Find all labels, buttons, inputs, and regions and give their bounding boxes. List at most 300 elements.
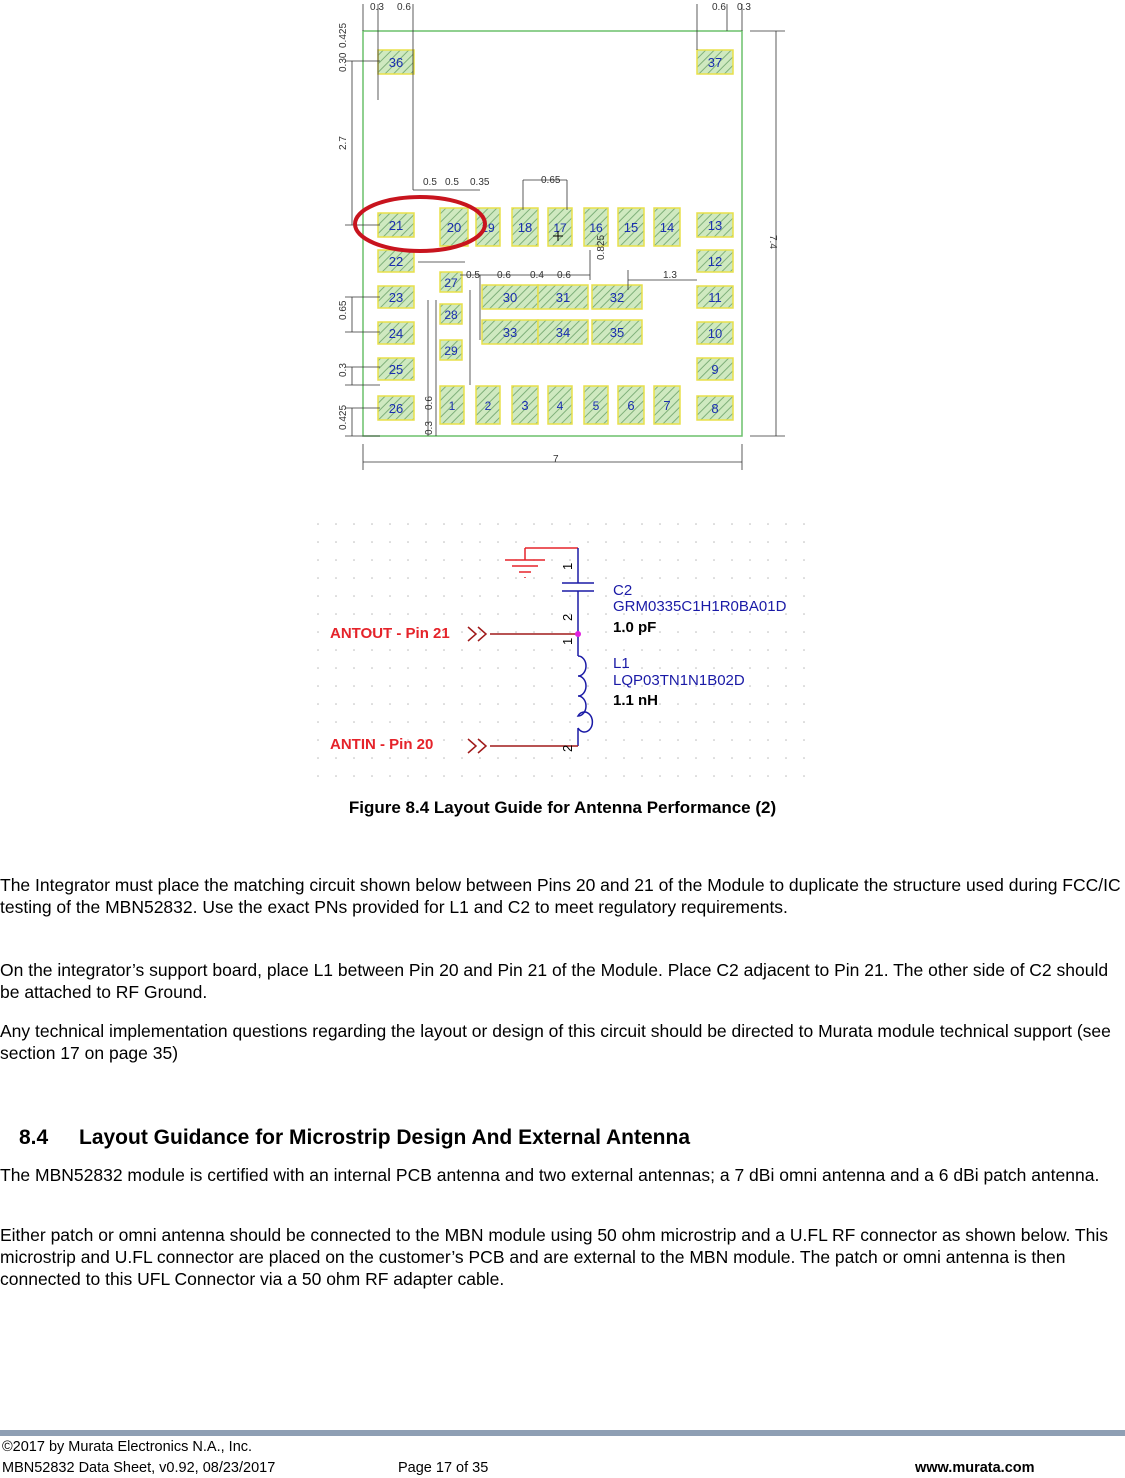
grid-dot: [479, 649, 481, 651]
grid-dot: [677, 595, 679, 597]
grid-dot: [497, 721, 499, 723]
grid-dot: [551, 685, 553, 687]
pad-label: 1: [448, 399, 456, 413]
grid-dot: [731, 703, 733, 705]
grid-dot: [461, 541, 463, 543]
pad-label: 31: [555, 290, 571, 305]
grid-dot: [317, 667, 319, 669]
grid-dot: [803, 541, 805, 543]
grid-dot: [389, 721, 391, 723]
grid-dot: [461, 631, 463, 633]
grid-dot: [713, 631, 715, 633]
grid-dot: [389, 649, 391, 651]
grid-dot: [569, 559, 571, 561]
grid-dot: [695, 559, 697, 561]
grid-dot: [317, 559, 319, 561]
grid-dot: [659, 721, 661, 723]
grid-dot: [803, 721, 805, 723]
grid-dot: [749, 685, 751, 687]
grid-dot: [497, 703, 499, 705]
grid-dot: [605, 667, 607, 669]
grid-dot: [407, 595, 409, 597]
grid-dot: [425, 559, 427, 561]
grid-dot: [713, 649, 715, 651]
grid-dot: [515, 595, 517, 597]
pad-label: 32: [609, 290, 625, 305]
grid-dot: [461, 559, 463, 561]
pad-label: 34: [555, 325, 571, 340]
grid-dot: [641, 739, 643, 741]
grid-dot: [551, 595, 553, 597]
grid-dot: [767, 775, 769, 777]
grid-dot: [551, 775, 553, 777]
grid-dot: [497, 685, 499, 687]
grid-dot: [767, 559, 769, 561]
grid-dot: [587, 595, 589, 597]
grid-dot: [407, 667, 409, 669]
grid-dot: [389, 667, 391, 669]
grid-dot: [389, 775, 391, 777]
grid-dot: [335, 703, 337, 705]
grid-dot: [407, 541, 409, 543]
grid-dot: [443, 775, 445, 777]
grid-dot: [767, 649, 769, 651]
grid-dot: [695, 775, 697, 777]
grid-dot: [623, 775, 625, 777]
pin-number: 1: [560, 637, 575, 645]
grid-dot: [587, 685, 589, 687]
grid-dot: [335, 541, 337, 543]
grid-dot: [641, 559, 643, 561]
grid-dot: [641, 667, 643, 669]
grid-dot: [767, 757, 769, 759]
grid-dot: [515, 703, 517, 705]
grid-dot: [677, 721, 679, 723]
grid-dot: [443, 595, 445, 597]
grid-dot: [803, 595, 805, 597]
pad-label: 23: [388, 290, 404, 305]
grid-dot: [551, 577, 553, 579]
pad-label: 14: [659, 220, 675, 235]
grid-dot: [497, 757, 499, 759]
grid-dot: [749, 577, 751, 579]
grid-dot: [515, 685, 517, 687]
grid-dot: [785, 577, 787, 579]
footer-divider: [0, 1430, 1125, 1436]
grid-dot: [713, 559, 715, 561]
grid-dot: [767, 685, 769, 687]
grid-dot: [677, 775, 679, 777]
grid-dot: [461, 739, 463, 741]
grid-dot: [371, 775, 373, 777]
l1-ref: L1: [613, 655, 630, 672]
grid-dot: [533, 523, 535, 525]
grid-dot: [353, 721, 355, 723]
grid-dot: [659, 523, 661, 525]
grid-dot: [785, 775, 787, 777]
grid-dot: [551, 559, 553, 561]
dimension-label: 0.425: [338, 22, 349, 48]
pad-label: 36: [388, 55, 404, 70]
grid-dot: [479, 721, 481, 723]
grid-dot: [713, 757, 715, 759]
grid-dot: [749, 595, 751, 597]
grid-dot: [443, 541, 445, 543]
grid-dot: [479, 703, 481, 705]
grid-dot: [713, 667, 715, 669]
grid-dot: [497, 739, 499, 741]
grid-dot: [605, 649, 607, 651]
grid-dot: [695, 523, 697, 525]
grid-dot: [569, 523, 571, 525]
grid-dot: [533, 775, 535, 777]
grid-dot: [803, 631, 805, 633]
grid-dot: [749, 523, 751, 525]
dimension-label: 0.3: [737, 2, 751, 13]
grid-dot: [767, 595, 769, 597]
grid-dot: [353, 523, 355, 525]
grid-dot: [443, 703, 445, 705]
grid-dot: [533, 739, 535, 741]
grid-dot: [551, 667, 553, 669]
grid-dot: [731, 721, 733, 723]
body-paragraph: Any technical implementation questions regarding the layout or design of this circuit should be directed to Murata module technical support (see section 17 on page 35): [0, 1021, 1111, 1063]
grid-dot: [551, 721, 553, 723]
dimension-label: 0.35: [470, 177, 490, 188]
grid-dot: [659, 631, 661, 633]
section-title: Layout Guidance for Microstrip Design And External Antenna: [79, 1126, 691, 1149]
grid-dot: [425, 577, 427, 579]
grid-dot: [605, 757, 607, 759]
grid-dot: [425, 685, 427, 687]
grid-dot: [407, 775, 409, 777]
grid-dot: [371, 667, 373, 669]
grid-dot: [317, 541, 319, 543]
grid-dot: [677, 559, 679, 561]
grid-dot: [371, 523, 373, 525]
grid-dot: [695, 577, 697, 579]
dimension-label: 0.3: [370, 2, 384, 13]
grid-dot: [353, 703, 355, 705]
grid-dot: [443, 649, 445, 651]
grid-dot: [803, 667, 805, 669]
grid-dot: [479, 631, 481, 633]
grid-dot: [749, 739, 751, 741]
grid-dot: [803, 757, 805, 759]
grid-dot: [425, 613, 427, 615]
grid-dot: [767, 541, 769, 543]
grid-dot: [551, 739, 553, 741]
dimension-label: 0.3: [424, 421, 435, 435]
grid-dot: [677, 541, 679, 543]
grid-dot: [389, 757, 391, 759]
grid-dot: [677, 577, 679, 579]
grid-dot: [461, 721, 463, 723]
grid-dot: [713, 577, 715, 579]
grid-dot: [461, 703, 463, 705]
grid-dot: [335, 775, 337, 777]
grid-dot: [515, 631, 517, 633]
grid-dot: [803, 739, 805, 741]
dimension-label: 0.825: [596, 234, 607, 260]
grid-dot: [749, 757, 751, 759]
pad-label: 37: [707, 55, 723, 70]
pin-number: 2: [560, 744, 575, 752]
grid-dot: [317, 775, 319, 777]
grid-dot: [569, 541, 571, 543]
grid-dot: [695, 721, 697, 723]
grid-dot: [407, 559, 409, 561]
pin-number: 2: [560, 613, 575, 621]
grid-dot: [425, 523, 427, 525]
grid-dot: [587, 541, 589, 543]
grid-dot: [569, 703, 571, 705]
grid-dot: [641, 721, 643, 723]
footer-document: MBN52832 Data Sheet, v0.92, 08/23/2017: [2, 1460, 276, 1476]
footer-page-number: Page 17 of 35: [398, 1460, 489, 1476]
grid-dot: [587, 631, 589, 633]
grid-dot: [425, 775, 427, 777]
grid-dot: [623, 739, 625, 741]
grid-dot: [551, 649, 553, 651]
pad-label: 5: [592, 399, 600, 413]
grid-dot: [785, 523, 787, 525]
grid-dot: [479, 775, 481, 777]
grid-dot: [659, 703, 661, 705]
grid-dot: [605, 631, 607, 633]
pad-label: 13: [707, 218, 723, 233]
grid-dot: [335, 559, 337, 561]
grid-dot: [479, 667, 481, 669]
grid-dot: [803, 775, 805, 777]
grid-dot: [407, 649, 409, 651]
grid-dot: [569, 577, 571, 579]
grid-dot: [569, 595, 571, 597]
dimension-label: 0.30: [338, 52, 349, 72]
grid-dot: [479, 685, 481, 687]
pad-label: 17: [553, 221, 567, 235]
grid-dot: [767, 703, 769, 705]
grid-dot: [443, 721, 445, 723]
grid-dot: [641, 595, 643, 597]
grid-dot: [407, 613, 409, 615]
pad-label: 6: [627, 398, 635, 413]
dimension-label: 2.7: [338, 136, 349, 150]
grid-dot: [785, 649, 787, 651]
grid-dot: [605, 721, 607, 723]
pad-label: 8: [711, 401, 719, 416]
grid-dot: [749, 631, 751, 633]
grid-dot: [443, 523, 445, 525]
grid-dot: [551, 541, 553, 543]
grid-dot: [461, 595, 463, 597]
grid-dot: [677, 649, 679, 651]
grid-dot: [713, 703, 715, 705]
section-number: 8.4: [19, 1126, 49, 1149]
pad-label: 2: [484, 399, 492, 413]
grid-dot: [407, 685, 409, 687]
grid-dot: [587, 613, 589, 615]
pads-group: [378, 50, 733, 424]
grid-dot: [479, 757, 481, 759]
dimension-label: 0.65: [338, 300, 349, 320]
dimension-label: 7: [553, 454, 559, 465]
grid-dot: [695, 739, 697, 741]
grid-dot: [785, 721, 787, 723]
grid-dot: [605, 577, 607, 579]
grid-dot: [371, 757, 373, 759]
pad-label: 4: [556, 399, 564, 413]
grid-dot: [803, 577, 805, 579]
grid-dot: [659, 559, 661, 561]
grid-dot: [785, 703, 787, 705]
pad-label: 11: [708, 290, 722, 305]
grid-dot: [515, 667, 517, 669]
grid-dot: [587, 577, 589, 579]
grid-dot: [371, 703, 373, 705]
grid-dot: [605, 595, 607, 597]
dimension-label: 0.6: [397, 2, 411, 13]
grid-dot: [551, 631, 553, 633]
grid-dot: [461, 649, 463, 651]
grid-dot: [803, 613, 805, 615]
grid-dot: [767, 523, 769, 525]
grid-dot: [461, 667, 463, 669]
grid-dot: [389, 613, 391, 615]
grid-dot: [551, 523, 553, 525]
grid-dot: [731, 739, 733, 741]
net-antin-label: ANTIN - Pin 20: [330, 736, 434, 753]
grid-dot: [461, 685, 463, 687]
grid-dot: [623, 577, 625, 579]
grid-dot: [407, 577, 409, 579]
grid-dot: [623, 649, 625, 651]
dimension-label: 0.5: [466, 270, 480, 281]
grid-dot: [425, 757, 427, 759]
section-paragraph: The MBN52832 module is certified with an internal PCB antenna and two external antennas; a 7 dBi omni antenna and a 6 dBi patch antenna.: [0, 1165, 1100, 1185]
dimension-label: 0.6: [557, 270, 571, 281]
grid-dot: [569, 631, 571, 633]
grid-dot: [785, 757, 787, 759]
l1-value: 1.1 nH: [613, 692, 659, 709]
dimension-label: 0.5: [445, 177, 459, 188]
grid-dot: [641, 577, 643, 579]
grid-dot: [461, 577, 463, 579]
grid-dot: [569, 667, 571, 669]
grid-dot: [623, 559, 625, 561]
grid-dot: [461, 757, 463, 759]
grid-dot: [479, 523, 481, 525]
grid-dot: [767, 631, 769, 633]
grid-dot: [533, 541, 535, 543]
grid-dot: [335, 685, 337, 687]
grid-dot: [515, 757, 517, 759]
grid-dot: [389, 559, 391, 561]
grid-dot: [713, 541, 715, 543]
grid-dot: [407, 721, 409, 723]
grid-dot: [605, 523, 607, 525]
dimension-label: 7.4: [767, 235, 778, 249]
grid-dot: [731, 559, 733, 561]
pad-label: 9: [711, 362, 719, 377]
pcb-layout-figure: [330, 0, 790, 475]
grid-dot: [677, 703, 679, 705]
grid-dot: [389, 685, 391, 687]
grid-dot: [461, 613, 463, 615]
grid-dot: [317, 649, 319, 651]
grid-dot: [587, 703, 589, 705]
grid-dot: [587, 559, 589, 561]
pad-label: 12: [707, 254, 723, 269]
grid-dot: [407, 757, 409, 759]
grid-dot: [731, 757, 733, 759]
c2-value: 1.0 pF: [613, 619, 657, 636]
grid-dot: [533, 721, 535, 723]
body-paragraph: The Integrator must place the matching circuit shown below between Pins 20 and 21 of the Module to duplicate the structure used during FCC/IC testing of the MBN52832. Use the exact PNs provided for L1 and C2 to meet regulatory requirements.: [0, 875, 1121, 917]
grid-dot: [533, 757, 535, 759]
grid-dot: [803, 649, 805, 651]
grid-dot: [497, 631, 499, 633]
grid-dot: [749, 559, 751, 561]
pad-label: 30: [502, 290, 518, 305]
dimension-label: 0.6: [497, 270, 511, 281]
pad-label: 33: [502, 325, 518, 340]
grid-dot: [335, 721, 337, 723]
grid-dot: [641, 649, 643, 651]
grid-dot: [317, 685, 319, 687]
grid-dot: [497, 541, 499, 543]
grid-dot: [677, 523, 679, 525]
grid-dot: [317, 613, 319, 615]
grid-dot: [731, 631, 733, 633]
grid-dot: [353, 595, 355, 597]
grid-dot: [353, 667, 355, 669]
grid-dot: [371, 649, 373, 651]
dimension-label: 0.6: [712, 2, 726, 13]
grid-dot: [731, 595, 733, 597]
grid-dot: [515, 775, 517, 777]
grid-dot: [479, 613, 481, 615]
c2-ref: C2: [613, 582, 633, 599]
grid-dot: [335, 649, 337, 651]
grid-dot: [785, 595, 787, 597]
grid-dot: [785, 541, 787, 543]
grid-dot: [335, 757, 337, 759]
pad-label: 15: [623, 220, 639, 235]
grid-dot: [785, 667, 787, 669]
pad-label: 18: [517, 220, 533, 235]
grid-dot: [443, 739, 445, 741]
grid-dot: [479, 559, 481, 561]
grid-dot: [605, 685, 607, 687]
grid-dot: [551, 613, 553, 615]
grid-dot: [713, 775, 715, 777]
section-paragraph: Either patch or omni antenna should be connected to the MBN module using 50 ohm microstrip and a U.FL RF connector as shown below. This microstrip and U.FL connector are placed on the customer’s PCB and are external to the MBN module. The patch or omni antenna is then connected to this UFL Connector via a 50 ohm RF adapter cable.: [0, 1225, 1108, 1289]
grid-dot: [641, 523, 643, 525]
grid-dot: [443, 757, 445, 759]
grid-dot: [335, 523, 337, 525]
grid-dot: [443, 559, 445, 561]
grid-dot: [425, 721, 427, 723]
grid-dot: [515, 577, 517, 579]
grid-dot: [407, 523, 409, 525]
grid-dot: [479, 577, 481, 579]
grid-dot: [677, 631, 679, 633]
grid-dot: [587, 667, 589, 669]
grid-dot: [371, 577, 373, 579]
grid-dot: [767, 739, 769, 741]
footer-website: www.murata.com: [915, 1460, 1035, 1476]
